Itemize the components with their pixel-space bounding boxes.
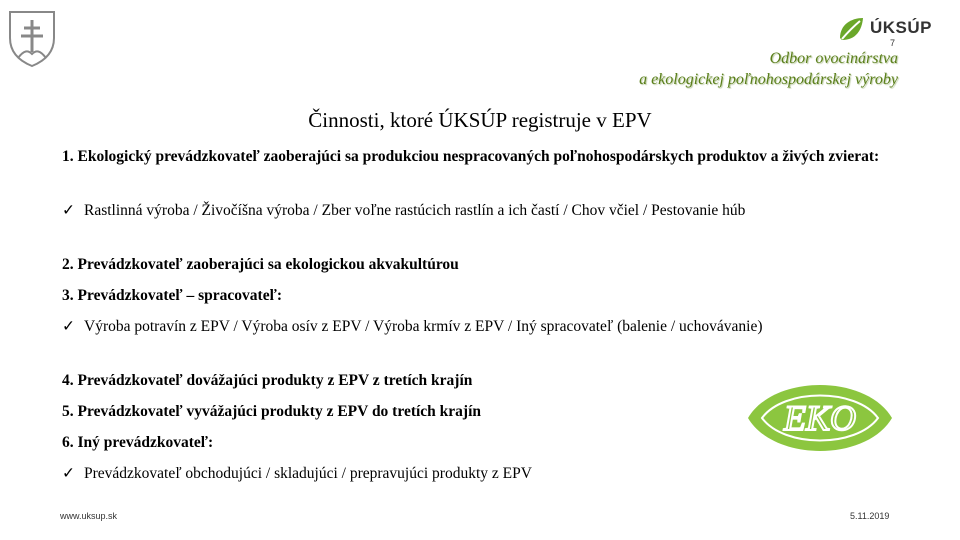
- list-item-4: 4. Prevádzkovateľ dovážajúci produkty z EPV z tretích krajín: [62, 372, 473, 389]
- list-item-1: 1. Ekologický prevádzkovateľ zaoberajúci sa produkciou nespracovaných poľnohospodárskych produktov a živých zvierat:: [62, 148, 880, 165]
- list-item-6: 6. Iný prevádzkovateľ:: [62, 434, 214, 451]
- uksup-logo: [836, 14, 940, 44]
- slide-title: Činnosti, ktoré ÚKSÚP registruje v EPV: [308, 108, 652, 132]
- footer-date: 5.11.2019: [850, 511, 890, 521]
- brand-name: ÚKSÚP: [870, 18, 933, 37]
- eko-logo-text: EKO: [784, 398, 856, 438]
- department-line-1: Odbor ovocinárstva: [769, 50, 898, 67]
- check-icon: ✓: [62, 202, 75, 219]
- list-item-3: 3. Prevádzkovateľ – spracovateľ:: [62, 287, 283, 304]
- check-item-text: Rastlinná výroba / Živočíšna výroba / Zber voľne rastúcich rastlín a ich častí / Chov včiel / Pestovanie húb: [84, 202, 746, 219]
- coat-of-arms-icon: [6, 8, 58, 68]
- department-line-2: a ekologickej poľnohospodárskej výroby: [639, 71, 898, 88]
- eko-logo: [744, 366, 896, 470]
- list-item-2: 2. Prevádzkovateľ zaoberajúci sa ekologickou akvakultúrou: [62, 256, 459, 273]
- check-item-text: Prevádzkovateľ obchodujúci / skladujúci / prepravujúci produkty z EPV: [84, 465, 532, 482]
- check-item-1: [62, 201, 912, 221]
- check-icon: ✓: [62, 318, 75, 335]
- leaf-icon: [836, 14, 866, 44]
- check-item-text: Výroba potravín z EPV / Výroba osív z EPV / Výroba krmív z EPV / Iný spracovateľ (balenie / uchovávanie): [84, 318, 763, 335]
- check-item-3: [62, 317, 912, 337]
- slide-number: 7: [890, 38, 896, 48]
- check-icon: ✓: [62, 465, 75, 482]
- footer-url: www.uksup.sk: [60, 511, 118, 521]
- list-item-5: 5. Prevádzkovateľ vyvážajúci produkty z EPV do tretích krajín: [62, 403, 482, 420]
